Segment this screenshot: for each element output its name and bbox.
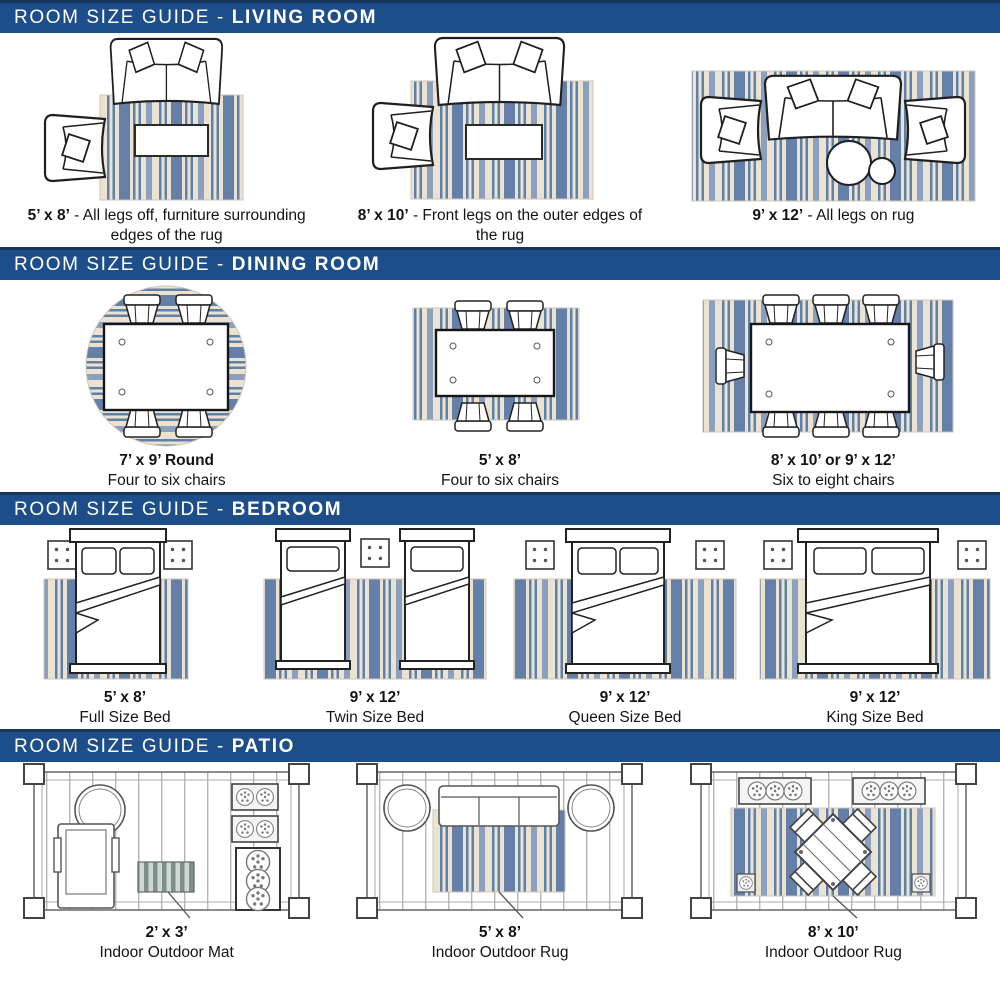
twin-bed-left (276, 529, 350, 669)
deck-post (357, 764, 377, 784)
rug-desc: Queen Size Bed (568, 709, 682, 727)
diagram-dining-round (0, 280, 333, 448)
sofa (435, 38, 564, 105)
planter-box (232, 784, 278, 810)
headboard (566, 529, 670, 542)
panel-living-9x12 (667, 33, 1000, 247)
panel-dining-7x9-round (0, 280, 333, 492)
panel-patio-2x3 (0, 762, 333, 964)
planter-box (739, 778, 811, 804)
pillow (82, 548, 116, 574)
nightstand (764, 541, 792, 569)
section-dining-room (0, 247, 1000, 492)
dining-table (436, 330, 554, 396)
rug-desc: Twin Size Bed (325, 709, 425, 727)
deck-post (289, 764, 309, 784)
rug-size: 9’ x 12’ (599, 688, 651, 706)
nightstand (164, 541, 192, 569)
sofa (111, 39, 223, 104)
dining-chair (716, 348, 744, 384)
rug-size: 9’ x 12’ (752, 207, 804, 224)
rug-desc: - All legs off, furniture surrounding edges of the rug (69, 207, 306, 245)
panel-caption (99, 923, 233, 964)
panel-bedroom-full (0, 525, 250, 729)
rug-size: 5’ x 8’ (478, 923, 522, 941)
diagram-patio-mat (0, 762, 333, 920)
dining-table (751, 324, 909, 412)
header-prefix: ROOM SIZE GUIDE - (14, 253, 232, 275)
rug-desc: King Size Bed (826, 709, 924, 727)
diagram-bedroom-king (750, 525, 1000, 685)
header-prefix: ROOM SIZE GUIDE - (14, 498, 232, 520)
patio-table (568, 785, 614, 831)
panel-patio-8x10 (667, 762, 1000, 964)
rug-desc: - Front legs on the outer edges of the rug (408, 207, 643, 245)
panel-caption (431, 923, 568, 964)
armchair-right (905, 97, 965, 163)
panel-dining-5x8 (333, 280, 666, 492)
rug-size: 8’ x 10’ or 9’ x 12’ (770, 451, 896, 469)
diagram-dining-5x8 (333, 280, 666, 448)
rug-size: 8’ x 10’ (807, 923, 859, 941)
section-living-room (0, 0, 1000, 247)
rug-desc: Full Size Bed (79, 709, 171, 727)
nightstand (361, 539, 389, 567)
rug-size: 7’ x 9’ Round (119, 451, 215, 469)
deck-post (691, 764, 711, 784)
pillow (872, 548, 924, 574)
nightstand (696, 541, 724, 569)
dining-chair (124, 409, 160, 437)
section-header-living-room (0, 0, 1000, 33)
planter-box (232, 816, 278, 842)
dining-table (104, 324, 228, 410)
panel-dining-8x10-9x12 (667, 280, 1000, 492)
dining-chair (176, 295, 212, 323)
deck-post (24, 764, 44, 784)
header-title: DINING ROOM (231, 253, 381, 275)
armchair (45, 115, 105, 181)
panel-caption (771, 451, 896, 492)
panel-bedroom-twin (250, 525, 500, 729)
headboard (798, 529, 938, 542)
armchair-left (701, 97, 761, 163)
panel-living-8x10 (333, 33, 666, 247)
panel-caption (326, 688, 424, 729)
header-title: PATIO (231, 735, 296, 757)
deck-post (956, 898, 976, 918)
small-planter (737, 874, 755, 892)
dining-chair (763, 409, 799, 437)
rug-desc: Indoor Outdoor Rug (764, 944, 902, 962)
coffee-table (135, 125, 208, 156)
rug-size: 9’ x 12’ (349, 688, 401, 706)
footboard (70, 664, 166, 673)
deck-post (622, 764, 642, 784)
panel-caption (826, 688, 923, 729)
lounge-chair (54, 824, 119, 908)
deck-post (956, 764, 976, 784)
section-bedroom (0, 492, 1000, 729)
rug-size: 8’ x 10’ (357, 207, 409, 224)
section-header-dining-room (0, 247, 1000, 280)
panel-bedroom-king (750, 525, 1000, 729)
dining-chair (507, 403, 543, 431)
panel-caption (357, 206, 642, 247)
dining-chair (507, 301, 543, 329)
deck-post (357, 898, 377, 918)
rug-size: 2’ x 3’ (145, 923, 188, 941)
nightstand (48, 541, 76, 569)
header-prefix: ROOM SIZE GUIDE - (14, 735, 232, 757)
nightstand (958, 541, 986, 569)
dining-chair (124, 295, 160, 323)
section-header-bedroom (0, 492, 1000, 525)
panel-caption (79, 688, 170, 729)
tall-planter (236, 848, 280, 911)
pillow (578, 548, 616, 574)
footboard (566, 664, 670, 673)
panel-caption (752, 206, 914, 226)
outdoor-sofa (439, 786, 559, 826)
dining-chair (813, 409, 849, 437)
header-title: BEDROOM (231, 498, 343, 520)
pillow (620, 548, 658, 574)
nightstand (526, 541, 554, 569)
rug-desc: - All legs on rug (803, 207, 915, 224)
outdoor-mat (138, 862, 194, 892)
rug-desc: Indoor Outdoor Mat (99, 944, 234, 962)
diagram-bedroom-full (0, 525, 250, 685)
twin-bed-right (400, 529, 474, 669)
panel-caption (569, 688, 682, 729)
rug-size: 5’ x 8’ (478, 451, 522, 469)
deck-post (24, 898, 44, 918)
deck-post (622, 898, 642, 918)
diagram-living-9x12 (667, 33, 1000, 203)
rug-size: 9’ x 12’ (849, 688, 901, 706)
dining-chair (176, 409, 212, 437)
dining-chair (863, 295, 899, 323)
deck-post (691, 898, 711, 918)
dining-chair (455, 301, 491, 329)
small-planter (912, 874, 930, 892)
deck-post (289, 898, 309, 918)
panel-caption (441, 451, 559, 492)
rug-desc: Six to eight chairs (772, 472, 895, 490)
rug-desc: Indoor Outdoor Rug (431, 944, 569, 962)
dining-chair (863, 409, 899, 437)
diagram-dining-large (667, 280, 1000, 448)
section-header-patio (0, 729, 1000, 762)
coffee-table (466, 125, 542, 159)
pillow (120, 548, 154, 574)
diagram-living-8x10 (333, 33, 666, 203)
dining-chair (813, 295, 849, 323)
pillow (814, 548, 866, 574)
rug-desc: Four to six chairs (107, 472, 226, 490)
dining-chair (455, 403, 491, 431)
dining-chair (916, 344, 944, 380)
diagram-bedroom-twin (250, 525, 500, 685)
diagram-living-5x8 (0, 33, 333, 203)
patio-table (384, 785, 430, 831)
diagram-patio-8x10 (667, 762, 1000, 920)
header-title: LIVING ROOM (231, 7, 378, 28)
rug-desc: Four to six chairs (440, 472, 559, 490)
sofa (765, 76, 901, 140)
rug-size: 5’ x 8’ (27, 207, 70, 224)
diagram-bedroom-queen (500, 525, 750, 685)
rug-size: 5’ x 8’ (103, 688, 147, 706)
round-table-small (869, 158, 895, 184)
panel-living-5x8 (0, 33, 333, 247)
section-patio (0, 729, 1000, 964)
panel-caption (108, 451, 226, 492)
header-prefix: ROOM SIZE GUIDE - (14, 7, 232, 28)
panel-patio-5x8 (333, 762, 666, 964)
headboard (70, 529, 166, 542)
planter-box (853, 778, 925, 804)
panel-caption (24, 206, 309, 247)
panel-bedroom-queen (500, 525, 750, 729)
panel-caption (765, 923, 902, 964)
dining-chair (763, 295, 799, 323)
armchair (373, 103, 433, 169)
round-table-large (827, 141, 871, 185)
footboard (798, 664, 938, 673)
diagram-patio-5x8 (333, 762, 666, 920)
